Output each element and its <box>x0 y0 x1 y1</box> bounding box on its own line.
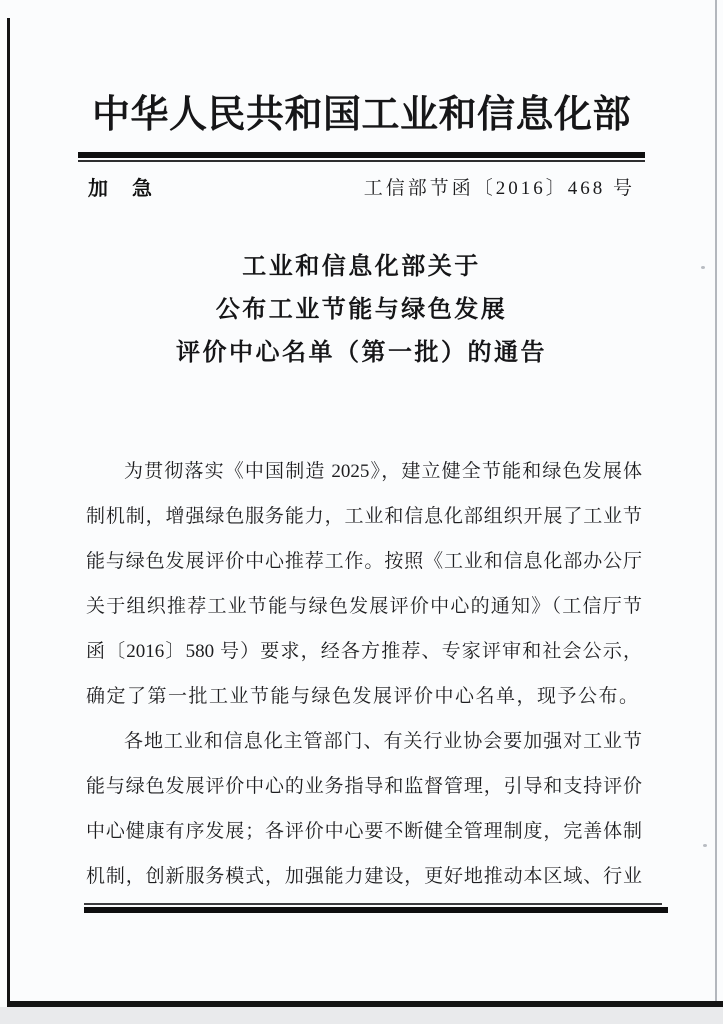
body-text-line: 函〔2016〕580 号）要求，经各方推荐、专家评审和社会公示， <box>86 641 642 662</box>
document-meta-row <box>88 172 635 200</box>
body-text-line: 中心健康有序发展；各评价中心要不断健全管理制度，完善体制 <box>86 821 642 842</box>
issuing-agency-masthead: 中华人民共和国工业和信息化部 <box>91 94 631 136</box>
body-text-line: 关于组织推荐工业节能与绿色发展评价中心的通知》（工信厅节 <box>86 596 642 617</box>
body-text-line: 各地工业和信息化主管部门、有关行业协会要加强对工业节 <box>124 731 642 752</box>
scan-edge-bottom-line <box>7 1001 723 1007</box>
footer-rule-thick <box>84 907 668 913</box>
document-title <box>0 246 723 375</box>
body-text-line: 制机制，增强绿色服务能力，工业和信息化部组织开展了工业节 <box>86 506 642 527</box>
body-text-line: 能与绿色发展评价中心的业务指导和监督管理，引导和支持评价 <box>86 776 642 797</box>
document-number: 工信部节函〔2016〕468 号 <box>363 177 635 199</box>
masthead-rule-thick <box>78 152 645 158</box>
document-title-line: 评价中心名单（第一批）的通告 <box>176 340 547 366</box>
document-title-line: 公布工业节能与绿色发展 <box>215 297 508 323</box>
body-text-line: 能与绿色发展评价中心推荐工作。按照《工业和信息化部办公厅 <box>86 551 642 572</box>
scan-edge-left-line <box>7 18 10 1004</box>
body-text-line: 机制，创新服务模式，加强能力建设，更好地推动本区域、行业 <box>86 866 642 887</box>
masthead-rule <box>78 152 645 164</box>
scan-noise-speck <box>703 844 707 847</box>
footer-rule <box>84 903 668 913</box>
urgency-label: 加 急 <box>88 177 154 200</box>
footer-rule-thin <box>84 903 662 905</box>
body-text-line: 确定了第一批工业节能与绿色发展评价中心名单，现予公布。 <box>86 686 640 707</box>
body-text-line: 为贯彻落实《中国制造 2025》，建立健全节能和绿色发展体 <box>124 461 642 482</box>
scan-edge-right-line <box>715 0 717 1001</box>
document-body <box>86 449 642 899</box>
document-title-line: 工业和信息化部关于 <box>242 254 481 280</box>
masthead-rule-thin <box>78 160 645 162</box>
